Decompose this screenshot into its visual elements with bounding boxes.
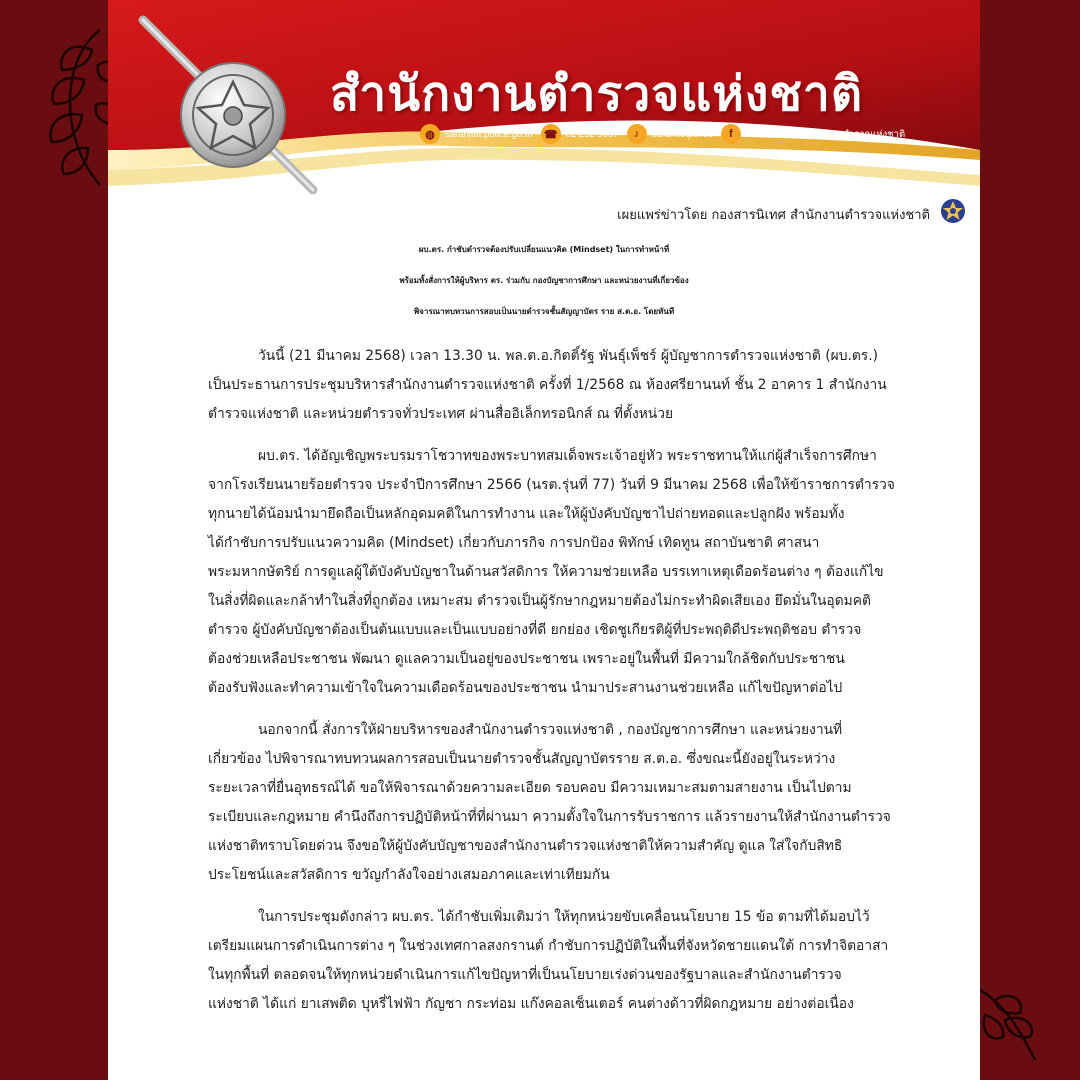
paragraph-line: ทุกนายได้น้อมนำมายึดถือเป็นหลักอุดมคติในการทำงาน และให้ผู้บังคับบัญชาไปถ่ายทอดและปลูกฝัง พร้อมทั้ง	[208, 506, 845, 522]
headline	[108, 234, 980, 327]
headline-line: พร้อมทั้งสั่งการให้ผู้บริหาร ตร. ร่วมกับ กองบัญชาการศึกษา และหน่วยงานที่เกี่ยวข้อง	[399, 276, 689, 285]
police-emblem-icon	[178, 60, 288, 170]
paragraph-line: ต้องช่วยเหลือประชาชน พัฒนา ดูแลความเป็นอยู่ของประชาชน เพราะอยู่ในพื้นที่ มีความใกล้ชิดกับประชาชน	[208, 651, 845, 667]
paragraph-line: พระมหากษัตริย์ การดูแลผู้ใต้บังคับบัญชาในด้านสวัสดิการ ให้ความช่วยเหลือ บรรเทาเหตุเดือดร้อนต่าง ๆ ต้องแก้ไข	[208, 564, 884, 580]
paragraph-line: แห่งชาติทราบโดยด่วน จึงขอให้ผู้บังคับบัญชาของสำนักงานตำรวจแห่งชาติให้ความสำคัญ ดูแล ใส่ใจกับสิทธิ	[208, 838, 843, 854]
publisher-line: เผยแพร่ข่าวโดย กองสารนิเทศ สำนักงานตำรวจแห่งชาติ	[617, 208, 930, 223]
paragraph-line: วันนี้ (21 มีนาคม 2568) เวลา 13.30 น. พล.ต.อ.กิตติ์รัฐ พันธุ์เพ็ชร์ ผู้บัญชาการตำรวจแห่งชาติ (ผบ.ตร.)	[258, 348, 878, 364]
paragraph-line: ตำรวจ ผู้บังคับบัญชาต้องเป็นต้นแบบและเป็นแบบอย่างที่ดี ยกย่อง เชิดชูเกียรติผู้ที่ประพฤติดีประพฤติชอบ ตำรวจ	[208, 622, 862, 638]
paragraph-line: เกี่ยวข้อง ไปพิจารณาทบทวนผลการสอบเป็นนายตำรวจชั้นสัญญาบัตรราย ส.ต.อ. ซึ่งขณะนี้ยังอยู่ในระหว่าง	[208, 751, 836, 767]
police-badge-icon	[940, 198, 966, 224]
article-body	[208, 342, 898, 1032]
agency-title: สำนักงานตำรวจแห่งชาติ	[330, 66, 864, 122]
laurel-decoration-icon	[975, 985, 1045, 1065]
contact-bar	[420, 122, 980, 146]
paragraph-line: นอกจากนี้ สั่งการให้ฝ่ายบริหารของสำนักงานตำรวจแห่งชาติ , กองบัญชาการศึกษา และหน่วยงานที่	[258, 722, 843, 738]
contact-facebook[interactable]	[721, 124, 905, 144]
paragraph-3	[208, 716, 898, 890]
headline-line: พิจารณาทบทวนการสอบเป็นนายตำรวจชั้นสัญญาบัตร ราย ส.ต.อ. โดยทันที	[413, 307, 675, 316]
contact-tiktok-text: saranitetpolice	[651, 128, 713, 140]
paragraph-line: ในทุกพื้นที่ ตลอดจนให้ทุกหน่วยดำเนินการแก้ไขปัญหาที่เป็นนโยบายเร่งด่วนของรัฐบาลและสำนักงานตำรวจ	[208, 967, 842, 983]
paragraph-line: ผบ.ตร. ได้อัญเชิญพระบรมราโชวาทของพระบาทสมเด็จพระเจ้าอยู่หัว พระราชทานให้แก่ผู้สำเร็จการศึกษา	[258, 448, 877, 464]
contact-website-text: saranitet.police.go.th	[445, 128, 533, 140]
contact-website[interactable]	[420, 124, 533, 144]
paragraph-line: ในการประชุมดังกล่าว ผบ.ตร. ได้กำชับเพิ่มเติมว่า ให้ทุกหน่วยขับเคลื่อนนโยบาย 15 ข้อ ตามที่ได้มอบไว้	[258, 909, 870, 925]
phone-icon: ☎	[541, 124, 561, 144]
contact-facebook-text: กองสารนิเทศ สำนักงานตำรวจแห่งชาติ	[745, 128, 906, 140]
paragraph-1	[208, 342, 898, 429]
paragraph-line: ต้องรับฟังและทำความเข้าใจในความเดือดร้อนของประชาชน นำมาประสานงานช่วยเหลือ แก้ไขปัญหาต่อไป	[208, 680, 843, 696]
paragraph-line: เตรียมแผนการดำเนินการต่าง ๆ ในช่วงเทศกาลสงกรานต์ กำชับการปฏิบัติในพื้นที่จังหวัดชายแดนใต้ การทำจิตอาสา	[208, 938, 889, 954]
paragraph-line: ประโยชน์และสวัสดิการ ขวัญกำลังใจอย่างเสมอภาคและเท่าเทียมกัน	[208, 867, 610, 883]
contact-phone-text: 02 252 9887	[565, 128, 619, 140]
paragraph-line: เป็นประธานการประชุมบริหารสำนักงานตำรวจแห่งชาติ ครั้งที่ 1/2568 ณ ห้องศรียานนท์ ชั้น 2 อาคาร 1 สำนักงาน	[208, 377, 887, 393]
paragraph-4	[208, 903, 898, 1019]
headline-line: ผบ.ตร. กำชับตำรวจต้องปรับเปลี่ยนแนวคิด (Mindset) ในการทำหน้าที่	[418, 245, 670, 254]
paragraph-line: ในสิ่งที่ผิดและกล้าทำในสิ่งที่ถูกต้อง เหมาะสม ตำรวจเป็นผู้รักษากฎหมายต้องไม่กระทำผิดเสียเอง ยึดมั่นในอุดมคติ	[208, 593, 871, 609]
press-release-document	[108, 0, 980, 1080]
paragraph-2	[208, 442, 898, 703]
contact-tiktok[interactable]	[627, 124, 713, 144]
paragraph-line: ตำรวจแห่งชาติ และหน่วยตำรวจทั่วประเทศ ผ่านสื่ออิเล็กทรอนิกส์ ณ ที่ตั้งหน่วย	[208, 406, 674, 422]
paragraph-line: แห่งชาติ ได้แก่ ยาเสพติด บุหรี่ไฟฟ้า กัญชา กระท่อม แก๊งคอลเซ็นเตอร์ คนต่างด้าวที่ผิดกฎหมาย อย่างต่อเนื่อง	[208, 996, 854, 1012]
contact-phone[interactable]	[541, 124, 619, 144]
tiktok-icon: ♪	[627, 124, 647, 144]
facebook-icon: f	[721, 124, 741, 144]
globe-icon: ◍	[420, 124, 440, 144]
paragraph-line: ระยะเวลาที่ยื่นอุทธรณ์ได้ ขอให้พิจารณาด้วยความละเอียด รอบคอบ มีความเหมาะสมตามสายงาน เป็นไปตาม	[208, 780, 852, 796]
paragraph-line: จากโรงเรียนนายร้อยตำรวจ ประจำปีการศึกษา 2566 (นรต.รุ่นที่ 77) วันที่ 9 มีนาคม 2568 เพื่อให้ข้าราชการตำรวจ	[208, 477, 895, 493]
header-banner	[108, 0, 980, 200]
paragraph-line: ได้กำชับการปรับแนวความคิด (Mindset) เกี่ยวกับภารกิจ การปกป้อง พิทักษ์ เทิดทูน สถาบันชาติ ศาสนา	[208, 535, 820, 551]
paragraph-line: ระเบียบและกฎหมาย คำนึงถึงการปฏิบัติหน้าที่ที่ผ่านมา ความตั้งใจในการรับราชการ แล้วรายงานให้สำนักงานตำรวจ	[208, 809, 891, 825]
